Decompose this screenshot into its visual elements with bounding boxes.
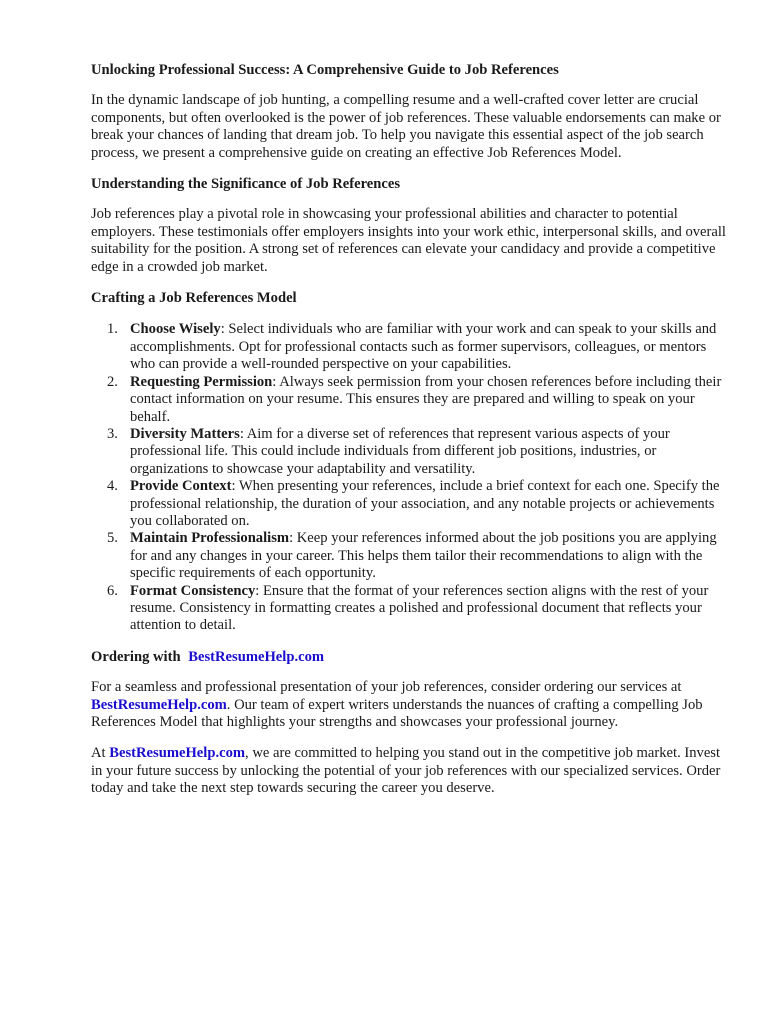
list-item-number: 3. bbox=[107, 425, 118, 442]
closing-paragraph-text-after: , we are committed to helping you stand out in the competitive job market. Invest in your future success by unlocking the potential of your job references with our specialized services. Order today and take the next step towards securing the career you deserve. bbox=[91, 745, 721, 797]
list-item-term: Choose Wisely bbox=[130, 321, 221, 338]
list-item bbox=[91, 530, 731, 582]
section-heading-significance: Understanding the Significance of Job References bbox=[91, 176, 401, 193]
list-item-number: 2. bbox=[107, 373, 118, 390]
list-item-term: Maintain Professionalism bbox=[130, 530, 290, 547]
ordering-paragraph-text-after: . Our team of expert writers understands the nuances of crafting a compelling Job References Model that highlights your strengths and showcases your professional journey. bbox=[91, 696, 703, 730]
bestresumehelp-link-heading[interactable]: BestResumeHelp.com bbox=[188, 648, 325, 665]
closing-paragraph bbox=[91, 745, 731, 797]
references-model-list bbox=[91, 321, 731, 634]
list-item-number: 6. bbox=[107, 582, 118, 599]
list-item-text: : Select individuals who are familiar with your work and can speak to your skills and accomplishments. Opt for professional contacts such as former supervisors, colleagues, or mentors who can provide a well-rounded perspective on your capabilities. bbox=[130, 321, 717, 373]
bestresumehelp-link-closing[interactable]: BestResumeHelp.com bbox=[109, 745, 246, 762]
intro-paragraph: In the dynamic landscape of job hunting, a compelling resume and a well-crafted cover letter are crucial components, but often overlooked is the power of job references. These valuable endorsements can make or break your chances of landing that dream job. To help you navigate this essential aspect of the job search process, we present a comprehensive guide on creating an effective Job References Model. bbox=[91, 92, 721, 161]
significance-paragraph: Job references play a pivotal role in showcasing your professional abilities and character to potential employers. These testimonials offer employers insights into your work ethic, interpersonal skills, and overall suitability for the position. A strong set of references can elevate your candidacy and provide a competitive edge in a crowded job market. bbox=[91, 206, 726, 275]
list-item-text: : Always seek permission from your chosen references before including their contact information on your resume. This ensures they are prepared and willing to speak on your behalf. bbox=[130, 373, 722, 425]
ordering-paragraph-text-before: For a seamless and professional presentation of your job references, consider ordering our services at bbox=[91, 679, 682, 696]
list-item-number: 5. bbox=[107, 530, 118, 547]
list-item-text: : When presenting your references, include a brief context for each one. Specify the professional relationship, the duration of your association, and any notable projects or achievements you collaborated on. bbox=[130, 478, 720, 529]
list-item-number: 4. bbox=[107, 478, 118, 495]
section-heading-ordering bbox=[91, 649, 731, 666]
section-heading-crafting: Crafting a Job References Model bbox=[91, 290, 297, 307]
list-item-term: Format Consistency bbox=[130, 582, 256, 599]
list-item-text: : Ensure that the format of your references section aligns with the rest of your resume. Consistency in formatting creates a polished and professional document that reflects your attention to detail. bbox=[130, 582, 709, 634]
list-item-number: 1. bbox=[107, 321, 118, 338]
list-item bbox=[91, 426, 731, 478]
closing-paragraph-text-before: At bbox=[91, 745, 106, 762]
ordering-heading-prefix: Ordering with bbox=[91, 648, 181, 665]
list-item-text: : Keep your references informed about the job positions you are applying for and any changes in your career. This helps them tailor their recommendations to align with the specific requirements of each opportunity. bbox=[130, 530, 717, 582]
bestresumehelp-link-paragraph[interactable]: BestResumeHelp.com bbox=[91, 696, 227, 713]
list-item bbox=[91, 321, 731, 373]
list-item-term: Provide Context bbox=[130, 478, 232, 495]
list-item bbox=[91, 478, 731, 530]
document-page bbox=[91, 58, 731, 798]
document-title: Unlocking Professional Success: A Comprehensive Guide to Job References bbox=[91, 62, 559, 78]
list-item bbox=[91, 583, 731, 635]
ordering-paragraph bbox=[91, 679, 731, 731]
list-item bbox=[91, 374, 731, 426]
list-item-text: : Aim for a diverse set of references that represent various aspects of your professional life. This could include individuals from different job positions, industries, or organizations to showcase your adaptability and versatility. bbox=[130, 425, 670, 477]
list-item-term: Requesting Permission bbox=[130, 373, 273, 390]
list-item-term: Diversity Matters bbox=[130, 425, 240, 442]
